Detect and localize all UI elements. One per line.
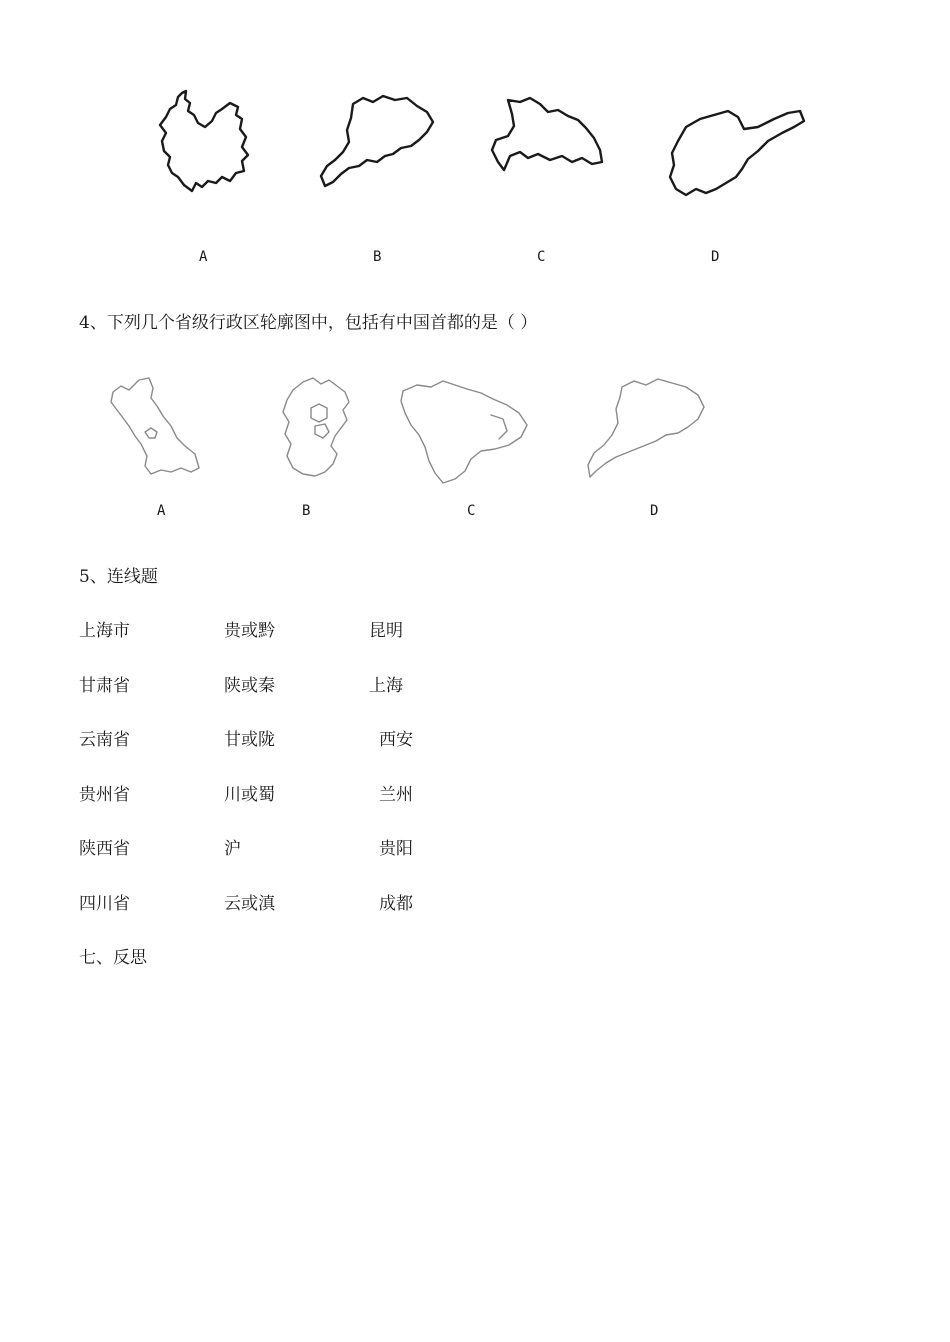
q4-option-d-label: D [650, 503, 659, 519]
province-item: 贵州省 [79, 785, 130, 805]
province-item: 云南省 [79, 730, 130, 750]
capital-item: 贵阳 [379, 839, 413, 859]
province-item: 甘肃省 [79, 676, 130, 696]
hubei-outline-icon [484, 92, 609, 182]
province-item: 四川省 [79, 894, 130, 914]
q4-question-text: 4、下列几个省级行政区轮廓图中，包括有中国首都的是（ ） [79, 313, 538, 333]
abbreviation-item: 川或蜀 [224, 785, 275, 805]
province-item: 上海市 [79, 621, 130, 641]
abbreviation-item: 沪 [224, 839, 241, 859]
shandong-outline-icon [664, 105, 809, 200]
q3-option-a-label: A [199, 249, 208, 265]
capital-item: 兰州 [379, 785, 413, 805]
province-item: 陕西省 [79, 839, 130, 859]
jiangsu-outline-icon [105, 372, 205, 480]
q3-option-c-label: C [537, 249, 546, 265]
section-reflection-title: 七、反思 [79, 948, 147, 968]
q4-option-c-label: C [467, 503, 476, 519]
q4-option-b-label: B [302, 503, 311, 519]
guangdong-outline-icon [315, 90, 440, 195]
capital-item: 西安 [379, 730, 413, 750]
yunnan-outline-icon [150, 85, 260, 200]
abbreviation-item: 贵或黔 [224, 621, 275, 641]
hebei-outline-icon [275, 372, 360, 484]
q3-option-b-label: B [373, 249, 382, 265]
abbreviation-item: 甘或陇 [224, 730, 275, 750]
capital-item: 昆明 [369, 621, 403, 641]
q4-option-a-label: A [157, 503, 166, 519]
q5-title: 5、连线题 [79, 567, 158, 587]
sichuan-outline-icon [395, 375, 535, 487]
q3-option-d-label: D [711, 249, 720, 265]
capital-item: 成都 [379, 894, 413, 914]
guangdong-outline-icon-q4 [582, 373, 710, 485]
abbreviation-item: 陕或秦 [224, 676, 275, 696]
capital-item: 上海 [369, 676, 403, 696]
abbreviation-item: 云或滇 [224, 894, 275, 914]
